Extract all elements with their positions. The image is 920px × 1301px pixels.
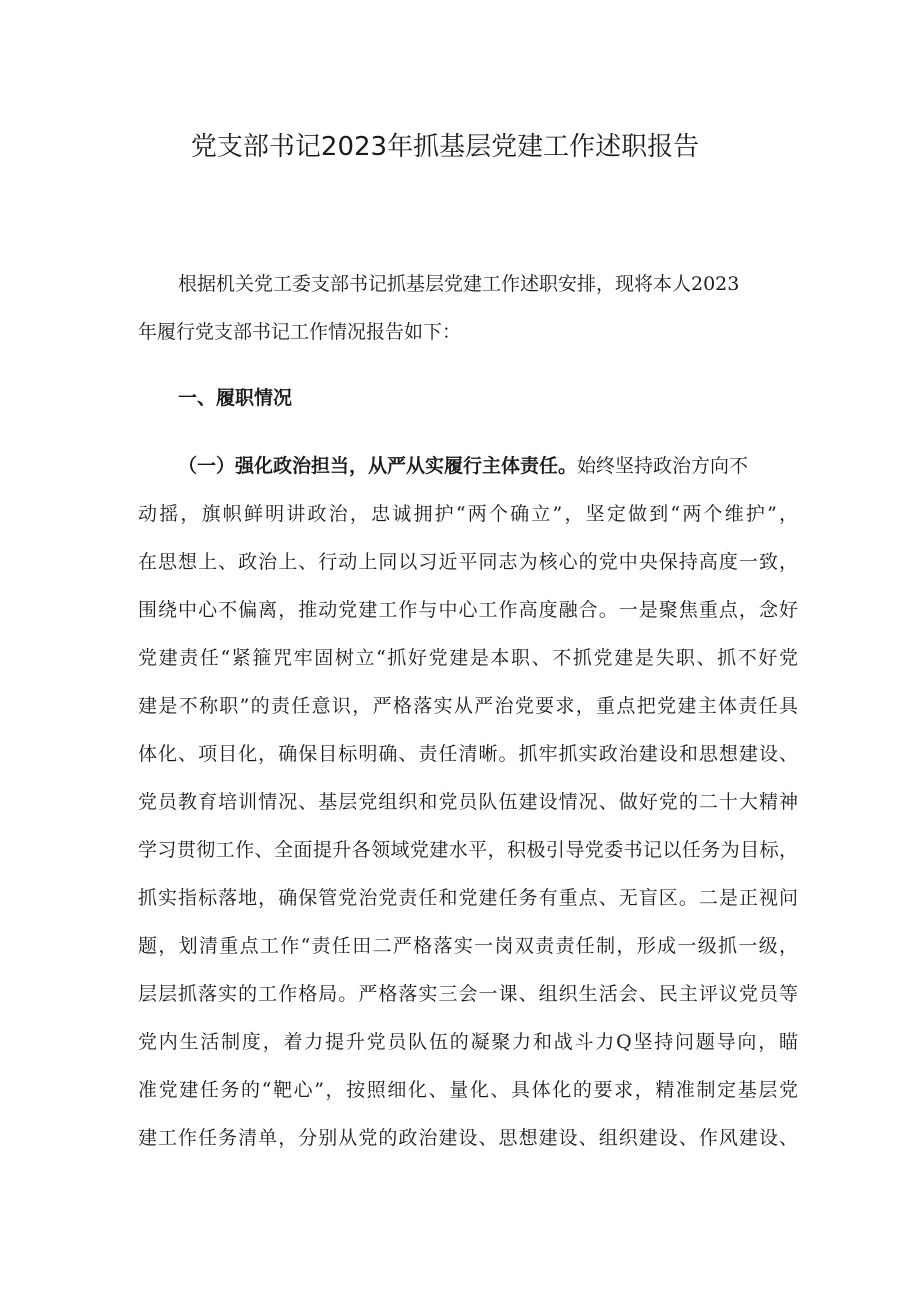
intro-line-2: 年履行党支部书记工作情况报告如下：: [138, 321, 462, 343]
body-line: 准党建任务的“靶心”，按照细化、量化、具体化的要求，精准制定基层党: [138, 1079, 798, 1101]
body-line: 在思想上、政治上、行动上同以习近平同志为核心的党中央保持高度一致，: [138, 551, 798, 573]
body-line: 学习贯彻工作、全面提升各领域党建水平，积极引导党委书记以任务为目标，: [138, 839, 798, 861]
body-line: 建工作任务清单，分别从党的政治建设、思想建设、组织建设、作风建设、: [138, 1127, 798, 1149]
body-line: 动摇，旗帜鲜明讲政治，忠诚拥护“两个确立”，坚定做到“两个维护”，: [138, 503, 798, 525]
body-line: 建是不称职”的责任意识，严格落实从严治党要求，重点把党建主体责任具: [138, 695, 798, 717]
body-line: 围绕中心不偏离，推动党建工作与中心工作高度融合。一是聚焦重点，念好: [138, 599, 798, 621]
subsection-heading: （一）强化政治担当，从严从实履行主体责任。: [178, 455, 578, 477]
body-line: 党内生活制度，着力提升党员队伍的凝聚力和战斗力Q坚持问题导向，瞄: [138, 1031, 798, 1053]
body-line: 层层抓落实的工作格局。严格落实三会一课、组织生活会、民主评议党员等: [138, 983, 798, 1005]
body-line: 题，划清重点工作“责任田二严格落实一岗双责责任制，形成一级抓一级，: [138, 935, 798, 957]
intro-line-1: 根据机关党工委支部书记抓基层党建工作述职安排，现将本人2023: [178, 273, 740, 295]
section-heading: 一、履职情况: [178, 387, 293, 409]
document-title: 党支部书记2023年抓基层党建工作述职报告: [190, 132, 700, 162]
body-line: 抓实指标落地，确保管党治党责任和党建任务有重点、无盲区。二是正视问: [138, 887, 798, 909]
body-line: 体化、项目化，确保目标明确、责任清晰。抓牢抓实政治建设和思想建设、: [138, 743, 798, 765]
body-line: 党员教育培训情况、基层党组织和党员队伍建设情况、做好党的二十大精神: [138, 791, 798, 813]
subsection-first-line: [178, 452, 838, 480]
body-line: 党建责任“紧箍咒牢固树立“抓好党建是本职、不抓党建是失职、抓不好党: [138, 647, 798, 669]
subsection-first-line-rest: 始终坚持政治方向不: [577, 455, 749, 477]
